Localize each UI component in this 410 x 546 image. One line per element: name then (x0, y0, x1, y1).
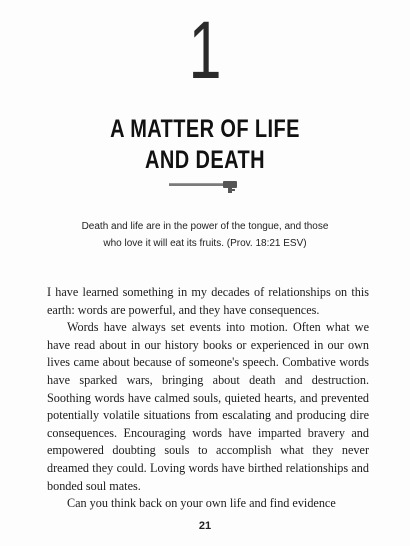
body-text (47, 284, 369, 513)
key-icon (168, 178, 244, 194)
epigraph (70, 218, 340, 252)
epigraph-line-2: who love it will eat its fruits. (Prov. 18:21 ESV) (103, 238, 307, 249)
chapter-title-line-2: AND DEATH (145, 146, 265, 174)
chapter-number: 1 (188, 5, 222, 96)
paragraph-1: I have learned something in my decades of relationships on this earth: words are powerful, and they have consequences. (47, 285, 369, 317)
paragraph-3: Can you think back on your own life and find evidence (67, 496, 336, 511)
chapter-title-line-1: A MATTER OF LIFE (110, 115, 300, 143)
paragraph-2: Words have always set events into motion. Often what we have read about in our history books or experienced in our own lives came about because of someone's speech. Combative words have sparked wars, bringing about death and destruction. Soothing words have calmed souls, quieted hearts, and prevented potentially volatile situations from escalating and producing dire consequences. Encouraging words have imparted bravery and empowered doubting souls to accomplish what they never dreamed they could. Loving words have birthed relationships and bonded soul mates. (47, 320, 369, 493)
chapter-title (41, 114, 369, 176)
epigraph-line-1: Death and life are in the power of the tongue, and those (81, 221, 329, 232)
page-number: 21 (198, 520, 212, 532)
